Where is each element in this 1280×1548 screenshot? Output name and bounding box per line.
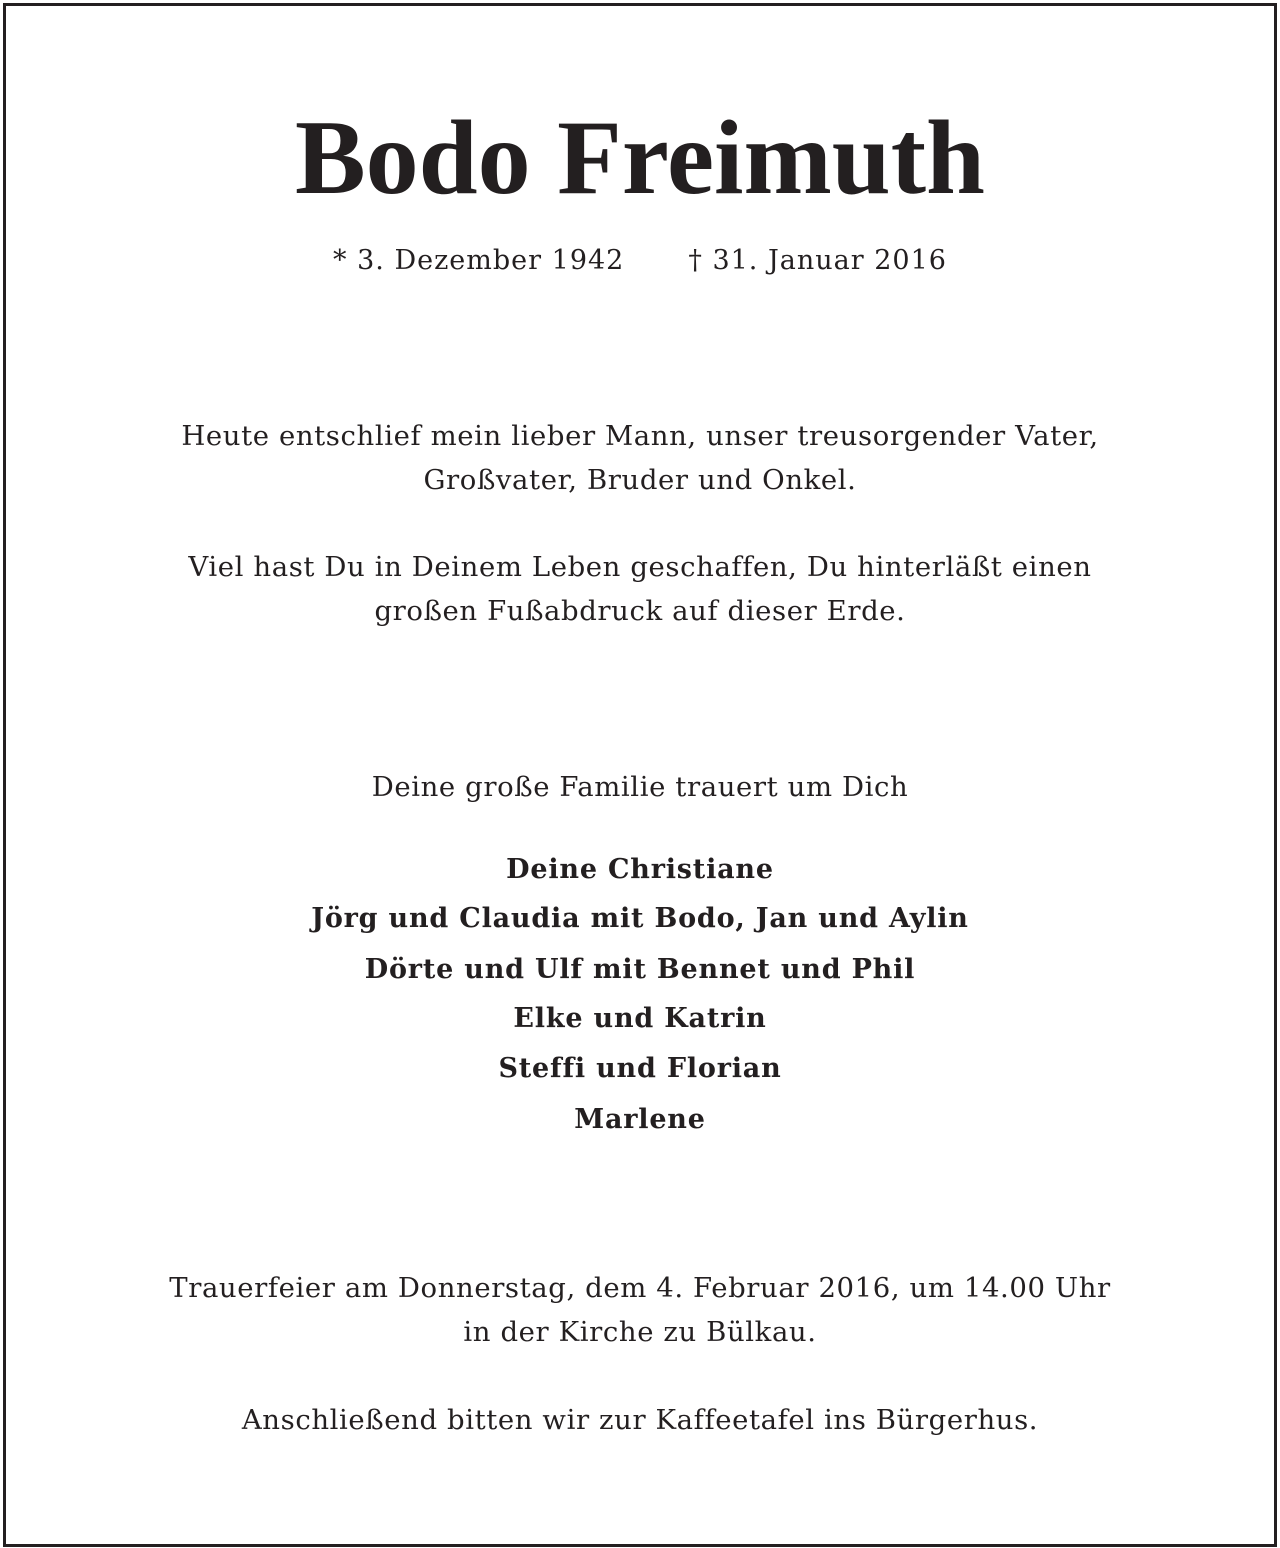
family-member: Elke und Katrin [513, 1003, 767, 1034]
family-member: Steffi und Florian [498, 1053, 782, 1084]
birth-date: * 3. Dezember 1942 [333, 245, 625, 276]
family-member: Dörte und Ulf mit Bennet und Phil [364, 954, 916, 985]
quote-line-2: großen Fußabdruck auf dieser Erde. [374, 595, 906, 627]
family-member: Marlene [574, 1104, 706, 1135]
reception-line: Anschließend bitten wir zur Kaffeetafel ins Bürgerhus. [241, 1404, 1039, 1436]
family-member: Deine Christiane [506, 854, 774, 885]
family-member: Jörg und Claudia mit Bodo, Jan und Aylin [311, 903, 969, 934]
life-dates [0, 244, 1280, 278]
quote-line-1: Viel hast Du in Deinem Leben geschaffen, Du hinterläßt einen [188, 551, 1092, 583]
intro-line-2: Großvater, Bruder und Onkel. [423, 464, 857, 496]
deceased-name: Bodo Freimuth [294, 99, 986, 216]
service-line-1: Trauerfeier am Donnerstag, dem 4. Februar 2016, um 14.00 Uhr [169, 1272, 1111, 1304]
death-date: † 31. Januar 2016 [688, 245, 947, 276]
intro-line-1: Heute entschlief mein lieber Mann, unser treusorgender Vater, [181, 420, 1099, 452]
service-line-2: in der Kirche zu Bülkau. [463, 1316, 817, 1348]
mourning-line: Deine große Familie trauert um Dich [371, 771, 909, 803]
